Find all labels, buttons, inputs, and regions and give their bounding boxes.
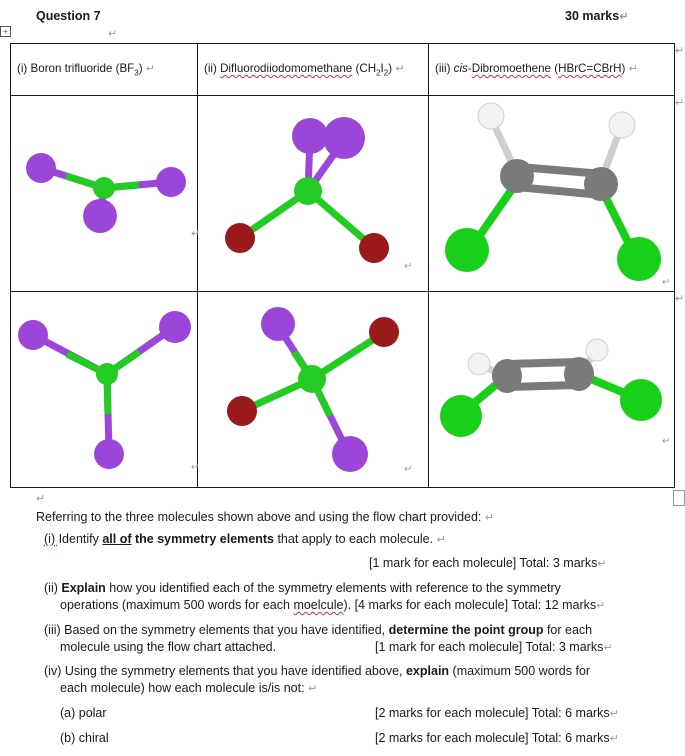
fluorine-atom [83,199,117,233]
paragraph-mark: ↵ [108,28,118,40]
header-ch2i2-prefix: (ii) [204,62,221,75]
atom [369,317,399,347]
part-i-marks [369,556,607,570]
molecule-image-bf3-view1 [11,96,201,291]
atom [227,396,257,426]
part-ii-typo: moelcule [293,598,344,612]
paragraph-mark: ↵ [436,534,446,546]
sub-part-b-marks [375,731,619,745]
part-iii-line2: molecule using the flow chart attached. [60,640,277,654]
image-cell-bf3-view2 [11,292,198,488]
paragraph-mark: ↵ [484,512,495,524]
header-bf3-prefix: (i) Boron trifluoride (BF [17,62,135,75]
atom [225,223,255,253]
part-iii-marks [375,640,613,654]
iodine-atom [292,118,328,154]
sub-part-b-label: (b) chiral [60,731,109,745]
paragraph-mark: ↵ [597,558,607,570]
boron-atom [96,363,118,385]
hydrogen-atom [586,339,608,361]
carbon-atom [298,365,326,393]
header-dbe-close: ) [621,62,626,75]
header-bf3-sub: 3 [134,68,139,78]
sub-part-a [60,706,107,720]
part-i-number: (i) [44,532,59,546]
hydrogen-atom [609,112,635,138]
hydrogen-atom [468,353,490,375]
carbon-atom [564,357,594,391]
molecule-image-bf3-view2 [11,292,200,487]
carbon-atom [294,177,322,205]
part-iii-marks-text: [1 mark for each molecule] Total: 3 marks [375,640,604,654]
question-part-iv [44,664,590,678]
header-dbe-open: ( [551,62,559,75]
molecule-image-dibromoethene-view2 [429,292,674,487]
paragraph-mark: ↵ [395,63,405,75]
paragraph-mark: ↵ [662,277,671,288]
paragraph-mark: ↵ [628,63,638,75]
sub-part-b [60,731,109,745]
table-move-handle[interactable]: + [0,26,11,37]
part-i-bold-elements: the symmetry elements [131,532,274,546]
fluorine-atom [156,167,186,197]
iodine-atom [332,436,368,472]
image-cell-dibromoethene-view1 [429,96,675,292]
header-cell-bf3 [11,44,198,96]
sub-part-a-label: (a) polar [60,706,107,720]
paragraph-mark: ↵ [675,97,685,109]
paragraph-mark: ↵ [145,63,156,75]
paragraph-mark: ↵ [609,708,619,720]
paragraph-mark: ↵ [308,683,318,695]
question-marks-text: 30 marks [565,9,620,23]
part-iii-line1b: for each [543,623,593,637]
sub-part-b-marks-text: [2 marks for each molecule] Total: 6 marks [375,731,610,745]
header-cell-dibromoethene [429,44,675,96]
header-ch2i2-formula: (CH [352,62,377,75]
header-bf3-suffix: ) [138,62,143,75]
paragraph-mark: ↵ [191,228,201,240]
fluorine-atom [18,320,48,350]
carbon-atom [500,159,534,193]
part-i-after: that apply to each molecule. [273,532,434,546]
carbon-atom [492,359,522,393]
header-ch2i2-mid: I [380,62,384,75]
fluorine-atom [159,311,191,343]
question-title: Question 7 [36,9,101,23]
question-part-iii-cont [60,640,276,654]
header-dbe-italic: cis [453,62,468,75]
sub-part-a-marks-text: [2 marks for each molecule] Total: 6 marks [375,706,610,720]
image-cell-ch2i2-view1 [198,96,429,292]
question-part-iv-cont [60,681,317,695]
molecule-image-ch2i2-view1 [198,96,428,291]
atom [359,233,389,263]
image-cell-ch2i2-view2 [198,292,429,488]
bromine-atom [617,237,661,281]
image-row-2 [11,292,675,488]
fluorine-atom [26,153,56,183]
fluorine-atom [94,439,124,469]
paragraph-mark: ↵ [404,261,413,272]
paragraph-mark: ↵ [36,493,46,505]
molecule-image-dibromoethene-view1 [429,96,674,291]
part-ii-line2b: ). [4 marks for each molecule] Total: 12 marks [343,598,597,612]
part-iii-number: (iii) [44,623,65,637]
sub-part-a-marks [375,706,619,720]
part-ii-line1: how you identified each of the symmetry elements with reference to the symmetry [105,581,561,595]
part-iii-line1a: Based on the symmetry elements that you have identified, [64,623,389,637]
bromine-atom [440,395,482,437]
paragraph-mark: ↵ [596,600,606,612]
header-ch2i2-name: Difluorodiiodomomethane [220,62,353,75]
resize-handle[interactable] [673,490,685,506]
part-ii-bold: Explain [61,581,106,595]
header-dbe-prefix: (iii) [435,62,454,75]
part-i-marks-text: [1 mark for each molecule] Total: 3 marks [369,556,598,570]
question-part-ii-cont [60,598,605,612]
iodine-atom [323,117,365,159]
paragraph-mark: ↵ [603,642,613,654]
question-marks [565,9,628,23]
part-ii-number: (ii) [44,581,62,595]
question-part-iii [44,623,592,637]
header-ch2i2-suffix: ) [388,62,393,75]
part-iv-line2: each molecule) how each molecule is/is not: [60,681,305,695]
intro-sentence: Referring to the three molecules shown above and using the flow chart provided: [36,510,482,524]
paragraph-mark: ↵ [619,11,629,23]
header-dbe-formula: HBrC=CBrH [558,62,622,75]
paragraph-mark: ↵ [609,733,619,745]
intro-text [36,510,494,524]
header-dbe-dash: - [467,62,472,75]
part-i-before: Identify [58,532,103,546]
question-part-ii [44,581,561,595]
part-iii-bold: determine the point group [388,623,544,637]
molecule-image-ch2i2-view2 [198,292,428,487]
header-ch2i2-sub2: 2 [383,68,389,78]
paragraph-mark: ↵ [404,464,413,475]
header-row [11,44,675,96]
part-iv-line1b: (maximum 500 words for [449,664,591,678]
image-cell-dibromoethene-view2 [429,292,675,488]
header-ch2i2-sub1: 2 [376,68,381,78]
header-cell-ch2i2 [198,44,429,96]
header-dbe-name: Dibromoethene [471,62,551,75]
boron-atom [93,177,115,199]
carbon-atom [584,167,618,201]
image-row-1 [11,96,675,292]
part-ii-line2a: operations (maximum 500 words for each [60,598,294,612]
bromine-atom [445,228,489,272]
paragraph-mark: ↵ [662,436,671,447]
iodine-atom [261,307,295,341]
molecule-table [10,43,675,488]
image-cell-bf3-view1 [11,96,201,292]
part-iv-number: (iv) [44,664,65,678]
paragraph-mark: ↵ [675,45,685,57]
paragraph-mark: ↵ [675,293,685,305]
part-iv-bold: explain [405,664,450,678]
part-i-bold-all-of: all of [102,532,132,546]
hydrogen-atom [478,103,504,129]
paragraph-mark: ↵ [191,462,200,473]
part-iv-line1a: Using the symmetry elements that you have identified above, [64,664,406,678]
question-part-i [44,532,446,546]
bromine-atom [620,379,662,421]
